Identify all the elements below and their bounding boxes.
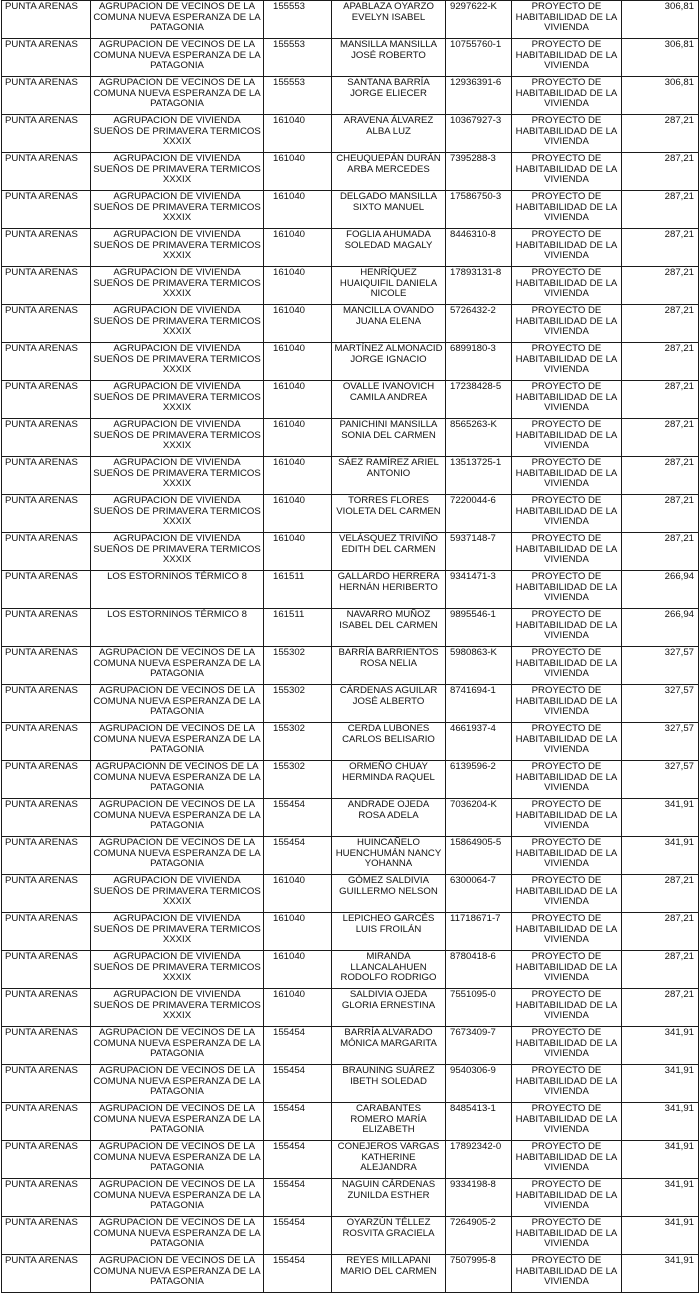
name-cell: OYARZÚN TÉLLEZ ROSVITA GRACIELA: [332, 1217, 446, 1255]
group-cell: AGRUPACION DE VIVIENDA SUEÑOS DE PRIMAVERA TERMICOS XXXIX: [91, 229, 264, 267]
amount-cell: 287,21: [622, 875, 699, 913]
amount-cell: 287,21: [622, 989, 699, 1027]
group-cell: AGRUPACION DE VECINOS DE LA COMUNA NUEVA ESPERANZA DE LA PATAGONIA: [91, 837, 264, 875]
code-cell: 155454: [264, 1255, 332, 1293]
table-row: [2, 609, 699, 647]
city-cell: PUNTA ARENAS: [2, 647, 91, 685]
code-cell: 161040: [264, 115, 332, 153]
rut-cell: 5726432-2: [446, 305, 512, 343]
city-cell: PUNTA ARENAS: [2, 1217, 91, 1255]
city-cell: PUNTA ARENAS: [2, 951, 91, 989]
group-cell: AGRUPACION DE VECINOS DE LA COMUNA NUEVA ESPERANZA DE LA PATAGONIA: [91, 1141, 264, 1179]
city-cell: PUNTA ARENAS: [2, 837, 91, 875]
rut-cell: 8485413-1: [446, 1103, 512, 1141]
rut-cell: 11718671-7: [446, 913, 512, 951]
table-row: [2, 799, 699, 837]
name-cell: CERDA LUBONES CARLOS BELISARIO: [332, 723, 446, 761]
name-cell: CONEJEROS VARGAS KATHERINE ALEJANDRA: [332, 1141, 446, 1179]
code-cell: 161040: [264, 191, 332, 229]
amount-cell: 287,21: [622, 267, 699, 305]
city-cell: PUNTA ARENAS: [2, 685, 91, 723]
city-cell: PUNTA ARENAS: [2, 343, 91, 381]
city-cell: PUNTA ARENAS: [2, 761, 91, 799]
city-cell: PUNTA ARENAS: [2, 1, 91, 39]
group-cell: LOS ESTORNINOS TÉRMICO 8: [91, 609, 264, 647]
name-cell: VELÁSQUEZ TRIVIÑO EDITH DEL CARMEN: [332, 533, 446, 571]
name-cell: CHEUQUEPÁN DURÁN ARBA MERCEDES: [332, 153, 446, 191]
code-cell: 155302: [264, 685, 332, 723]
city-cell: PUNTA ARENAS: [2, 1255, 91, 1293]
name-cell: BARRÍA BARRIENTOS ROSA NELIA: [332, 647, 446, 685]
project-cell: PROYECTO DE HABITABILIDAD DE LA VIVIENDA: [512, 39, 622, 77]
code-cell: 161040: [264, 989, 332, 1027]
group-cell: AGRUPACIONN DE VECINOS DE LA COMUNA NUEVA ESPERANZA DE LA PATAGONIA: [91, 761, 264, 799]
code-cell: 155553: [264, 77, 332, 115]
city-cell: PUNTA ARENAS: [2, 1141, 91, 1179]
name-cell: SALDIVIA OJEDA GLORIA ERNESTINA: [332, 989, 446, 1027]
code-cell: 161040: [264, 343, 332, 381]
amount-cell: 306,81: [622, 1, 699, 39]
amount-cell: 287,21: [622, 229, 699, 267]
table-row: [2, 1027, 699, 1065]
group-cell: AGRUPACION DE VIVIENDA SUEÑOS DE PRIMAVERA TERMICOS XXXIX: [91, 305, 264, 343]
table-row: [2, 495, 699, 533]
code-cell: 155454: [264, 1103, 332, 1141]
amount-cell: 341,91: [622, 837, 699, 875]
city-cell: PUNTA ARENAS: [2, 913, 91, 951]
name-cell: CÁRDENAS AGUILAR JOSÉ ALBERTO: [332, 685, 446, 723]
beneficiaries-table: [1, 0, 699, 1293]
name-cell: PANICHINI MANSILLA SONIA DEL CARMEN: [332, 419, 446, 457]
table-row: [2, 229, 699, 267]
code-cell: 155553: [264, 39, 332, 77]
group-cell: AGRUPACION DE VIVIENDA SUEÑOS DE PRIMAVERA TERMICOS XXXIX: [91, 115, 264, 153]
name-cell: MANSILLA MANSILLA JOSÉ ROBERTO: [332, 39, 446, 77]
group-cell: AGRUPACION DE VIVIENDA SUEÑOS DE PRIMAVERA TERMICOS XXXIX: [91, 533, 264, 571]
code-cell: 155454: [264, 1179, 332, 1217]
code-cell: 161040: [264, 305, 332, 343]
name-cell: REYES MILLAPANI MARIO DEL CARMEN: [332, 1255, 446, 1293]
project-cell: PROYECTO DE HABITABILIDAD DE LA VIVIENDA: [512, 77, 622, 115]
group-cell: AGRUPACION DE VECINOS DE LA COMUNA NUEVA ESPERANZA DE LA PATAGONIA: [91, 647, 264, 685]
code-cell: 161040: [264, 229, 332, 267]
code-cell: 155302: [264, 723, 332, 761]
project-cell: PROYECTO DE HABITABILIDAD DE LA VIVIENDA: [512, 1255, 622, 1293]
city-cell: PUNTA ARENAS: [2, 495, 91, 533]
code-cell: 161040: [264, 267, 332, 305]
project-cell: PROYECTO DE HABITABILIDAD DE LA VIVIENDA: [512, 723, 622, 761]
project-cell: PROYECTO DE HABITABILIDAD DE LA VIVIENDA: [512, 799, 622, 837]
rut-cell: 7673409-7: [446, 1027, 512, 1065]
project-cell: PROYECTO DE HABITABILIDAD DE LA VIVIENDA: [512, 267, 622, 305]
table-row: [2, 951, 699, 989]
code-cell: 161040: [264, 913, 332, 951]
name-cell: ORMEÑO CHUAY HERMINDA RAQUEL: [332, 761, 446, 799]
table-row: [2, 305, 699, 343]
amount-cell: 287,21: [622, 419, 699, 457]
name-cell: SANTANA BARRÍA JORGE ELIECER: [332, 77, 446, 115]
project-cell: PROYECTO DE HABITABILIDAD DE LA VIVIENDA: [512, 875, 622, 913]
table-row: [2, 761, 699, 799]
amount-cell: 341,91: [622, 1255, 699, 1293]
group-cell: AGRUPACION DE VIVIENDA SUEÑOS DE PRIMAVERA TERMICOS XXXIX: [91, 343, 264, 381]
rut-cell: 17586750-3: [446, 191, 512, 229]
project-cell: PROYECTO DE HABITABILIDAD DE LA VIVIENDA: [512, 381, 622, 419]
name-cell: GALLARDO HERRERA HERNÁN HERIBERTO: [332, 571, 446, 609]
table-row: [2, 647, 699, 685]
table-row: [2, 723, 699, 761]
name-cell: CARABANTES ROMERO MARÍA ELIZABETH: [332, 1103, 446, 1141]
group-cell: AGRUPACION DE VIVIENDA SUEÑOS DE PRIMAVERA TERMICOS XXXIX: [91, 913, 264, 951]
code-cell: 161040: [264, 381, 332, 419]
rut-cell: 4661937-4: [446, 723, 512, 761]
city-cell: PUNTA ARENAS: [2, 305, 91, 343]
rut-cell: 7036204-K: [446, 799, 512, 837]
project-cell: PROYECTO DE HABITABILIDAD DE LA VIVIENDA: [512, 913, 622, 951]
rut-cell: 5937148-7: [446, 533, 512, 571]
group-cell: AGRUPACION DE VIVIENDA SUEÑOS DE PRIMAVERA TERMICOS XXXIX: [91, 495, 264, 533]
project-cell: PROYECTO DE HABITABILIDAD DE LA VIVIENDA: [512, 571, 622, 609]
table-row: [2, 875, 699, 913]
amount-cell: 287,21: [622, 533, 699, 571]
table-body: [2, 1, 699, 1293]
amount-cell: 287,21: [622, 495, 699, 533]
group-cell: AGRUPACION DE VECINOS DE LA COMUNA NUEVA ESPERANZA DE LA PATAGONIA: [91, 1, 264, 39]
rut-cell: 6139596-2: [446, 761, 512, 799]
rut-cell: 13513725-1: [446, 457, 512, 495]
code-cell: 155454: [264, 1141, 332, 1179]
name-cell: BRAUNING SUÁREZ IBETH SOLEDAD: [332, 1065, 446, 1103]
code-cell: 161040: [264, 951, 332, 989]
amount-cell: 287,21: [622, 115, 699, 153]
amount-cell: 341,91: [622, 1103, 699, 1141]
group-cell: AGRUPACION DE VIVIENDA SUEÑOS DE PRIMAVERA TERMICOS XXXIX: [91, 267, 264, 305]
group-cell: AGRUPACION DE VECINOS DE LA COMUNA NUEVA ESPERANZA DE LA PATAGONIA: [91, 77, 264, 115]
amount-cell: 287,21: [622, 305, 699, 343]
city-cell: PUNTA ARENAS: [2, 533, 91, 571]
amount-cell: 341,91: [622, 1027, 699, 1065]
project-cell: PROYECTO DE HABITABILIDAD DE LA VIVIENDA: [512, 1103, 622, 1141]
rut-cell: 17892342-0: [446, 1141, 512, 1179]
amount-cell: 341,91: [622, 1141, 699, 1179]
table-row: [2, 381, 699, 419]
name-cell: ANDRADE OJEDA ROSA ADELA: [332, 799, 446, 837]
group-cell: AGRUPACION DE VIVIENDA SUEÑOS DE PRIMAVERA TERMICOS XXXIX: [91, 989, 264, 1027]
group-cell: AGRUPACION DE VECINOS DE LA COMUNA NUEVA ESPERANZA DE LA PATAGONIA: [91, 1103, 264, 1141]
table-row: [2, 1103, 699, 1141]
amount-cell: 266,94: [622, 609, 699, 647]
project-cell: PROYECTO DE HABITABILIDAD DE LA VIVIENDA: [512, 647, 622, 685]
amount-cell: 327,57: [622, 647, 699, 685]
project-cell: PROYECTO DE HABITABILIDAD DE LA VIVIENDA: [512, 951, 622, 989]
group-cell: AGRUPACION DE VIVIENDA SUEÑOS DE PRIMAVERA TERMICOS XXXIX: [91, 419, 264, 457]
city-cell: PUNTA ARENAS: [2, 153, 91, 191]
table-row: [2, 913, 699, 951]
rut-cell: 9297622-K: [446, 1, 512, 39]
table-row: [2, 153, 699, 191]
group-cell: AGRUPACION DE VECINOS DE LA COMUNA NUEVA ESPERANZA DE LA PATAGONIA: [91, 1255, 264, 1293]
group-cell: AGRUPACION DE VIVIENDA SUEÑOS DE PRIMAVERA TERMICOS XXXIX: [91, 191, 264, 229]
project-cell: PROYECTO DE HABITABILIDAD DE LA VIVIENDA: [512, 1027, 622, 1065]
rut-cell: 12936391-6: [446, 77, 512, 115]
table-row: [2, 837, 699, 875]
city-cell: PUNTA ARENAS: [2, 1103, 91, 1141]
rut-cell: 7507995-8: [446, 1255, 512, 1293]
name-cell: HUINCAÑELO HUENCHUMÁN NANCY YOHANNA: [332, 837, 446, 875]
code-cell: 155302: [264, 761, 332, 799]
rut-cell: 17238428-5: [446, 381, 512, 419]
group-cell: AGRUPACION DE VECINOS DE LA COMUNA NUEVA ESPERANZA DE LA PATAGONIA: [91, 1065, 264, 1103]
code-cell: 155302: [264, 647, 332, 685]
rut-cell: 10367927-3: [446, 115, 512, 153]
amount-cell: 287,21: [622, 913, 699, 951]
code-cell: 155454: [264, 1217, 332, 1255]
city-cell: PUNTA ARENAS: [2, 1065, 91, 1103]
code-cell: 155454: [264, 1027, 332, 1065]
project-cell: PROYECTO DE HABITABILIDAD DE LA VIVIENDA: [512, 191, 622, 229]
amount-cell: 287,21: [622, 381, 699, 419]
project-cell: PROYECTO DE HABITABILIDAD DE LA VIVIENDA: [512, 1217, 622, 1255]
group-cell: AGRUPACION DE VECINOS DE LA COMUNA NUEVA ESPERANZA DE LA PATAGONIA: [91, 1027, 264, 1065]
group-cell: AGRUPACION DE VECINOS DE LA COMUNA NUEVA ESPERANZA DE LA PATAGONIA: [91, 1217, 264, 1255]
project-cell: PROYECTO DE HABITABILIDAD DE LA VIVIENDA: [512, 457, 622, 495]
amount-cell: 341,91: [622, 1179, 699, 1217]
rut-cell: 6300064-7: [446, 875, 512, 913]
group-cell: AGRUPACION DE VECINOS DE LA COMUNA NUEVA ESPERANZA DE LA PATAGONIA: [91, 685, 264, 723]
city-cell: PUNTA ARENAS: [2, 989, 91, 1027]
rut-cell: 8565263-K: [446, 419, 512, 457]
rut-cell: 7264905-2: [446, 1217, 512, 1255]
rut-cell: 10755760-1: [446, 39, 512, 77]
amount-cell: 327,57: [622, 761, 699, 799]
project-cell: PROYECTO DE HABITABILIDAD DE LA VIVIENDA: [512, 115, 622, 153]
amount-cell: 327,57: [622, 685, 699, 723]
city-cell: PUNTA ARENAS: [2, 875, 91, 913]
group-cell: AGRUPACION DE VIVIENDA SUEÑOS DE PRIMAVERA TERMICOS XXXIX: [91, 153, 264, 191]
group-cell: LOS ESTORNINOS TÉRMICO 8: [91, 571, 264, 609]
table-row: [2, 343, 699, 381]
name-cell: MIRANDA LLANCALAHUEN RODOLFO RODRIGO: [332, 951, 446, 989]
name-cell: FOGLIA AHUMADA SOLEDAD MAGALY: [332, 229, 446, 267]
rut-cell: 8446310-8: [446, 229, 512, 267]
city-cell: PUNTA ARENAS: [2, 77, 91, 115]
project-cell: PROYECTO DE HABITABILIDAD DE LA VIVIENDA: [512, 153, 622, 191]
city-cell: PUNTA ARENAS: [2, 115, 91, 153]
name-cell: TORRES FLORES VIOLETA DEL CARMEN: [332, 495, 446, 533]
project-cell: PROYECTO DE HABITABILIDAD DE LA VIVIENDA: [512, 609, 622, 647]
table-row: [2, 267, 699, 305]
code-cell: 161040: [264, 457, 332, 495]
project-cell: PROYECTO DE HABITABILIDAD DE LA VIVIENDA: [512, 229, 622, 267]
group-cell: AGRUPACION DE VECINOS DE LA COMUNA NUEVA ESPERANZA DE LA PATAGONIA: [91, 1179, 264, 1217]
name-cell: OVALLE IVANOVICH CAMILA ANDREA: [332, 381, 446, 419]
name-cell: GÓMEZ SALDIVIA GUILLERMO NELSON: [332, 875, 446, 913]
amount-cell: 287,21: [622, 343, 699, 381]
amount-cell: 341,91: [622, 1065, 699, 1103]
table-row: [2, 989, 699, 1027]
project-cell: PROYECTO DE HABITABILIDAD DE LA VIVIENDA: [512, 419, 622, 457]
group-cell: AGRUPACION DE VECINOS DE LA COMUNA NUEVA ESPERANZA DE LA PATAGONIA: [91, 799, 264, 837]
group-cell: AGRUPACION DE VIVIENDA SUEÑOS DE PRIMAVERA TERMICOS XXXIX: [91, 457, 264, 495]
rut-cell: 7395288-3: [446, 153, 512, 191]
amount-cell: 287,21: [622, 191, 699, 229]
rut-cell: 9895546-1: [446, 609, 512, 647]
city-cell: PUNTA ARENAS: [2, 1027, 91, 1065]
table-row: [2, 1179, 699, 1217]
name-cell: APABLAZA OYARZO EVELYN ISABEL: [332, 1, 446, 39]
code-cell: 161511: [264, 571, 332, 609]
name-cell: NAVARRO MUÑOZ ISABEL DEL CARMEN: [332, 609, 446, 647]
city-cell: PUNTA ARENAS: [2, 1179, 91, 1217]
city-cell: PUNTA ARENAS: [2, 419, 91, 457]
group-cell: AGRUPACION DE VECINOS DE LA COMUNA NUEVA ESPERANZA DE LA PATAGONIA: [91, 39, 264, 77]
table-row: [2, 1255, 699, 1293]
project-cell: PROYECTO DE HABITABILIDAD DE LA VIVIENDA: [512, 685, 622, 723]
name-cell: SÁEZ RAMÍREZ ARIEL ANTONIO: [332, 457, 446, 495]
name-cell: NAGUIN CÁRDENAS ZUNILDA ESTHER: [332, 1179, 446, 1217]
city-cell: PUNTA ARENAS: [2, 457, 91, 495]
table-row: [2, 1141, 699, 1179]
city-cell: PUNTA ARENAS: [2, 267, 91, 305]
project-cell: PROYECTO DE HABITABILIDAD DE LA VIVIENDA: [512, 1179, 622, 1217]
rut-cell: 5980863-K: [446, 647, 512, 685]
table-row: [2, 39, 699, 77]
group-cell: AGRUPACION DE VECINOS DE LA COMUNA NUEVA ESPERANZA DE LA PATAGONIA: [91, 723, 264, 761]
name-cell: DELGADO MANSILLA SIXTO MANUEL: [332, 191, 446, 229]
table-row: [2, 1217, 699, 1255]
table-row: [2, 1, 699, 39]
rut-cell: 7220044-6: [446, 495, 512, 533]
city-cell: PUNTA ARENAS: [2, 571, 91, 609]
city-cell: PUNTA ARENAS: [2, 229, 91, 267]
code-cell: 161040: [264, 875, 332, 913]
rut-cell: 9540306-9: [446, 1065, 512, 1103]
group-cell: AGRUPACION DE VIVIENDA SUEÑOS DE PRIMAVERA TERMICOS XXXIX: [91, 875, 264, 913]
name-cell: MANCILLA OVANDO JUANA ELENA: [332, 305, 446, 343]
rut-cell: 8741694-1: [446, 685, 512, 723]
code-cell: 161511: [264, 609, 332, 647]
code-cell: 161040: [264, 153, 332, 191]
rut-cell: 7551095-0: [446, 989, 512, 1027]
code-cell: 155454: [264, 1065, 332, 1103]
group-cell: AGRUPACION DE VIVIENDA SUEÑOS DE PRIMAVERA TERMICOS XXXIX: [91, 951, 264, 989]
amount-cell: 341,91: [622, 1217, 699, 1255]
project-cell: PROYECTO DE HABITABILIDAD DE LA VIVIENDA: [512, 1141, 622, 1179]
code-cell: 155454: [264, 799, 332, 837]
table-row: [2, 1065, 699, 1103]
name-cell: BARRÍA ALVARADO MÓNICA MARGARITA: [332, 1027, 446, 1065]
code-cell: 161040: [264, 533, 332, 571]
code-cell: 161040: [264, 495, 332, 533]
project-cell: PROYECTO DE HABITABILIDAD DE LA VIVIENDA: [512, 533, 622, 571]
project-cell: PROYECTO DE HABITABILIDAD DE LA VIVIENDA: [512, 989, 622, 1027]
project-cell: PROYECTO DE HABITABILIDAD DE LA VIVIENDA: [512, 1, 622, 39]
table-row: [2, 685, 699, 723]
amount-cell: 287,21: [622, 457, 699, 495]
project-cell: PROYECTO DE HABITABILIDAD DE LA VIVIENDA: [512, 305, 622, 343]
city-cell: PUNTA ARENAS: [2, 723, 91, 761]
rut-cell: 15864905-5: [446, 837, 512, 875]
table-row: [2, 419, 699, 457]
rut-cell: 17893131-8: [446, 267, 512, 305]
rut-cell: 6899180-3: [446, 343, 512, 381]
name-cell: MARTÍNEZ ALMONACID JORGE IGNACIO: [332, 343, 446, 381]
city-cell: PUNTA ARENAS: [2, 799, 91, 837]
code-cell: 155454: [264, 837, 332, 875]
name-cell: ARAVENA ÁLVAREZ ALBA LUZ: [332, 115, 446, 153]
rut-cell: 9334198-8: [446, 1179, 512, 1217]
city-cell: PUNTA ARENAS: [2, 39, 91, 77]
project-cell: PROYECTO DE HABITABILIDAD DE LA VIVIENDA: [512, 837, 622, 875]
amount-cell: 287,21: [622, 153, 699, 191]
table-row: [2, 533, 699, 571]
code-cell: 155553: [264, 1, 332, 39]
table-row: [2, 77, 699, 115]
amount-cell: 306,81: [622, 39, 699, 77]
project-cell: PROYECTO DE HABITABILIDAD DE LA VIVIENDA: [512, 495, 622, 533]
code-cell: 161040: [264, 419, 332, 457]
rut-cell: 8780418-6: [446, 951, 512, 989]
amount-cell: 306,81: [622, 77, 699, 115]
table-row: [2, 571, 699, 609]
city-cell: PUNTA ARENAS: [2, 609, 91, 647]
amount-cell: 327,57: [622, 723, 699, 761]
name-cell: HENRÍQUEZ HUAIQUIFIL DANIELA NICOLE: [332, 267, 446, 305]
table-row: [2, 191, 699, 229]
amount-cell: 266,94: [622, 571, 699, 609]
table-row: [2, 457, 699, 495]
group-cell: AGRUPACION DE VIVIENDA SUEÑOS DE PRIMAVERA TERMICOS XXXIX: [91, 381, 264, 419]
project-cell: PROYECTO DE HABITABILIDAD DE LA VIVIENDA: [512, 1065, 622, 1103]
name-cell: LEPICHEO GARCÉS LUIS FROILÁN: [332, 913, 446, 951]
table-row: [2, 115, 699, 153]
city-cell: PUNTA ARENAS: [2, 191, 91, 229]
project-cell: PROYECTO DE HABITABILIDAD DE LA VIVIENDA: [512, 761, 622, 799]
amount-cell: 287,21: [622, 951, 699, 989]
amount-cell: 341,91: [622, 799, 699, 837]
city-cell: PUNTA ARENAS: [2, 381, 91, 419]
rut-cell: 9341471-3: [446, 571, 512, 609]
project-cell: PROYECTO DE HABITABILIDAD DE LA VIVIENDA: [512, 343, 622, 381]
